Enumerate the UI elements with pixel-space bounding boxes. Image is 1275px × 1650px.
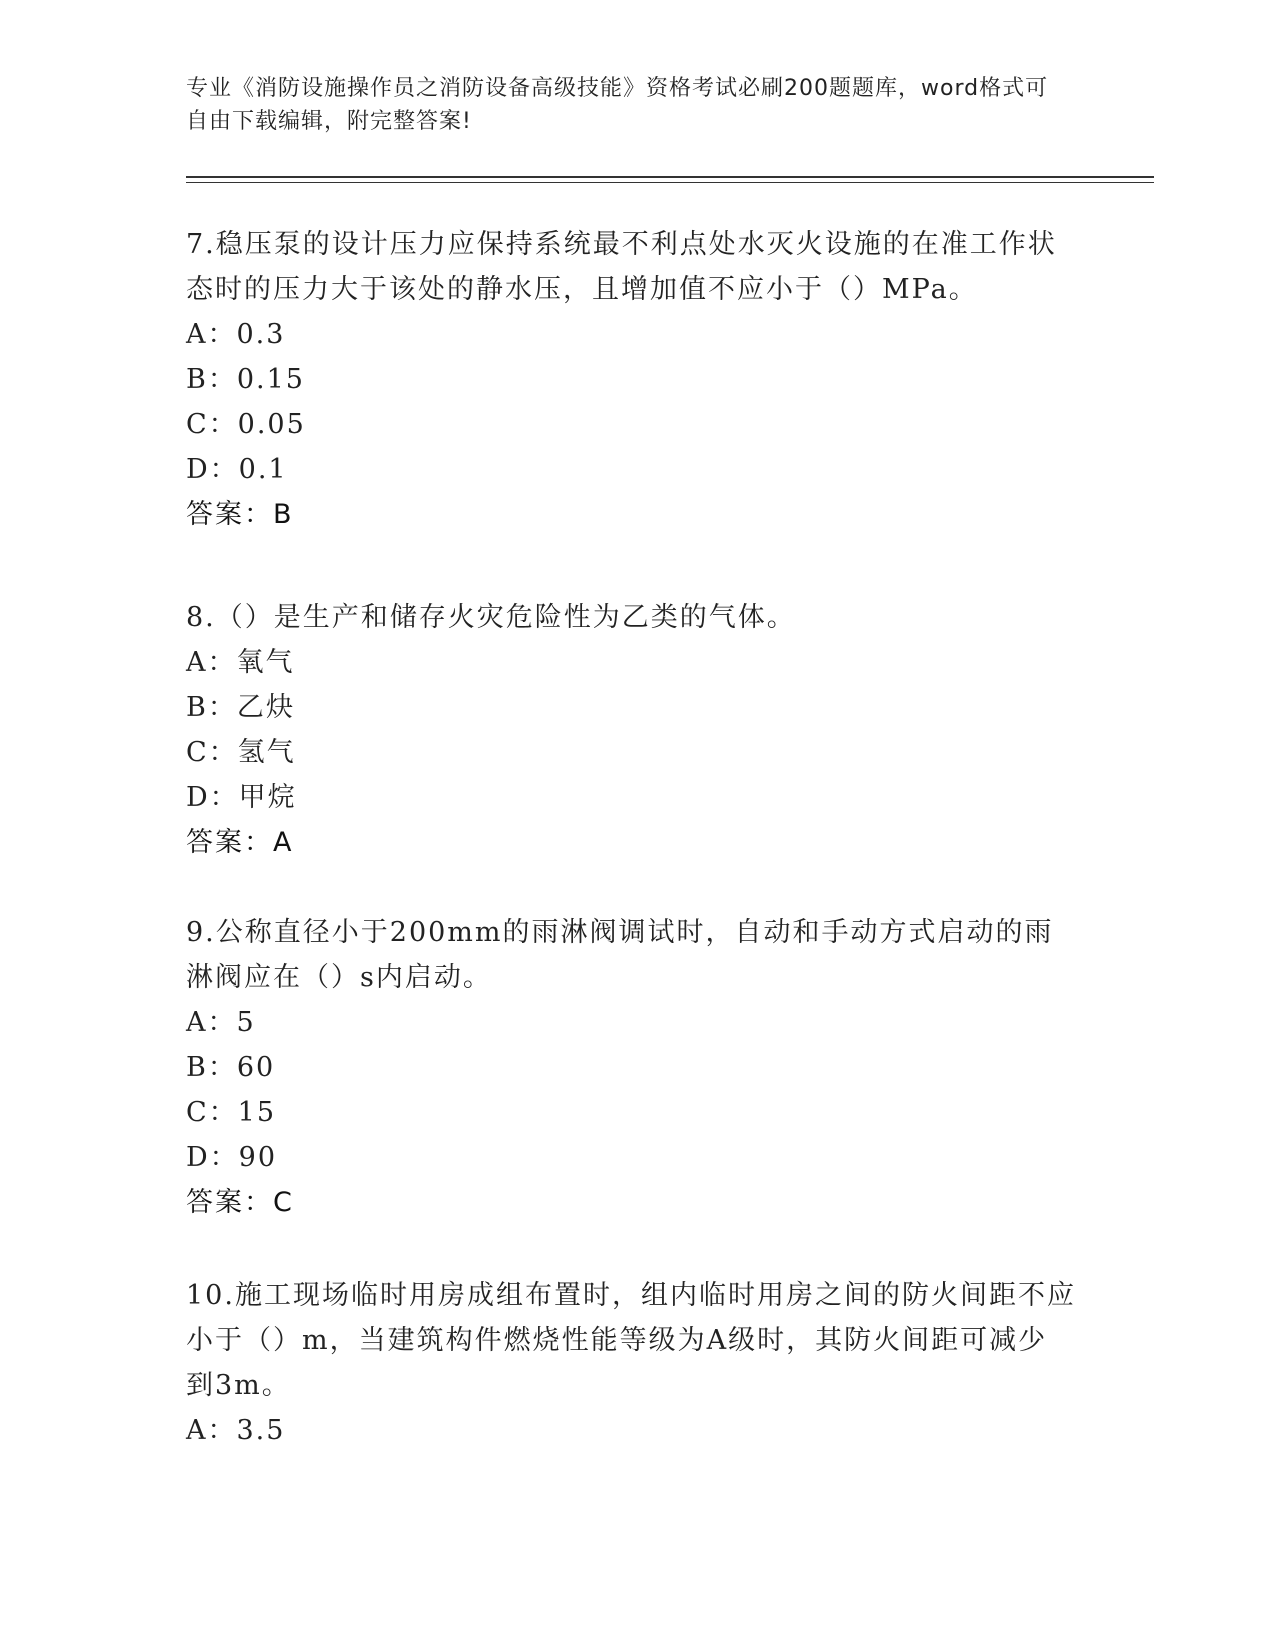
option-d: D：0.1 xyxy=(186,454,288,485)
question-stem: 9.公称直径小于200mm的雨淋阀调试时，自动和手动方式启动的雨淋阀应在（）s内启动。 xyxy=(186,917,1054,993)
option-b: B：乙炔 xyxy=(186,692,295,723)
option-c: C：氢气 xyxy=(186,737,296,768)
header-divider-thin xyxy=(186,182,1154,183)
question-stem: 10.施工现场临时用房成组布置时，组内临时用房之间的防火间距不应小于（）m，当建筑构件燃烧性能等级为A级时，其防火间距可减少到3m。 xyxy=(186,1280,1076,1401)
option-a: A：0.3 xyxy=(186,319,286,350)
option-a: A：3.5 xyxy=(186,1415,286,1446)
question-7 xyxy=(186,222,1076,537)
option-d: D：甲烷 xyxy=(186,782,297,813)
question-stem: 7.稳压泵的设计压力应保持系统最不利点处水灭火设施的在准工作状态时的压力大于该处的静水压，且增加值不应小于（）MPa。 xyxy=(186,229,1057,305)
answer-line: 答案：A xyxy=(186,827,294,858)
option-d: D：90 xyxy=(186,1142,278,1173)
question-8 xyxy=(186,595,1076,865)
question-9 xyxy=(186,910,1076,1225)
option-c: C：0.05 xyxy=(186,409,306,440)
question-10 xyxy=(186,1273,1076,1453)
option-b: B：60 xyxy=(186,1052,276,1083)
option-b: B：0.15 xyxy=(186,364,305,395)
answer-line: 答案：C xyxy=(186,1187,294,1218)
document-header: 专业《消防设施操作员之消防设备高级技能》资格考试必刷200题题库，word格式可自由下载编辑，附完整答案! xyxy=(186,76,1049,134)
question-stem: 8.（）是生产和储存火灾危险性为乙类的气体。 xyxy=(186,602,796,633)
header-divider xyxy=(186,176,1154,178)
answer-line: 答案：B xyxy=(186,499,294,530)
option-a: A：氧气 xyxy=(186,647,295,678)
option-c: C：15 xyxy=(186,1097,277,1128)
option-a: A：5 xyxy=(186,1007,256,1038)
